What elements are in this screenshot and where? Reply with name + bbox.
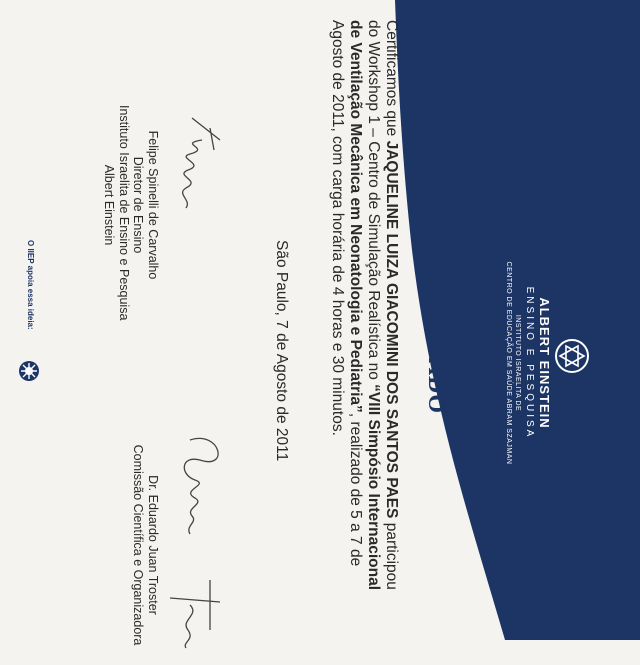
logo-subtitle: ENSINO E PESQUISA xyxy=(524,286,535,440)
body-text: Certificamos que xyxy=(383,20,400,141)
ribbon-icon xyxy=(18,360,40,382)
body-line-3 xyxy=(346,20,364,660)
event-name: “VIII Simpósio Internacional xyxy=(365,384,382,591)
signatory-right-name: Dr. Eduardo Juan Troster xyxy=(146,475,160,615)
signatory-right xyxy=(131,425,160,665)
issue-date: São Paulo, 7 de Agosto de 2011 xyxy=(273,240,290,462)
einstein-logo xyxy=(502,248,592,478)
signatory-left xyxy=(102,105,160,321)
handwritten-signature-right xyxy=(160,430,240,650)
body-line-2 xyxy=(364,20,382,660)
logo-center: CENTRO DE EDUCAÇÃO EM SAÚDE ABRAM SZAJMAN xyxy=(505,261,512,465)
body-text: participou xyxy=(383,518,400,590)
recipient-name: JAQUELINE LUIZA GIACOMINI DOS SANTOS PAES xyxy=(383,140,400,519)
body-line-4: Agosto de 2011, com carga horária de 4 horas e 30 minutos. xyxy=(329,20,346,436)
signatory-left-role: Diretor de Ensino xyxy=(131,156,146,254)
star-of-david-icon xyxy=(554,338,590,374)
signatory-right-role: Comissão Científica e Organizadora xyxy=(131,444,146,646)
signatory-left-org: Instituto Israelita de Ensino e Pesquisa xyxy=(117,105,131,321)
certificate-body xyxy=(328,20,400,660)
body-text: , realizado de 5 a 7 de xyxy=(347,412,364,567)
logo-institute: INSTITUTO ISRAELITA DE xyxy=(514,314,521,412)
body-text: do Workshop 1 – Centro de Simulação Realística no xyxy=(365,20,382,385)
event-name-cont: de Ventilação Mecânica em Neonatologia e Pediatria” xyxy=(347,20,364,413)
handwritten-signature-left xyxy=(162,110,232,220)
signatory-left-name: Felipe Spinelli de Carvalho xyxy=(146,130,160,280)
logo-name: ALBERT EINSTEIN xyxy=(537,297,552,429)
support-text: O IIEP apoia essa ideia: xyxy=(26,240,35,330)
signatory-left-org2: Albert Einstein xyxy=(102,164,117,246)
certificate-title: Certificado xyxy=(421,225,458,415)
body-line-1 xyxy=(382,20,400,660)
